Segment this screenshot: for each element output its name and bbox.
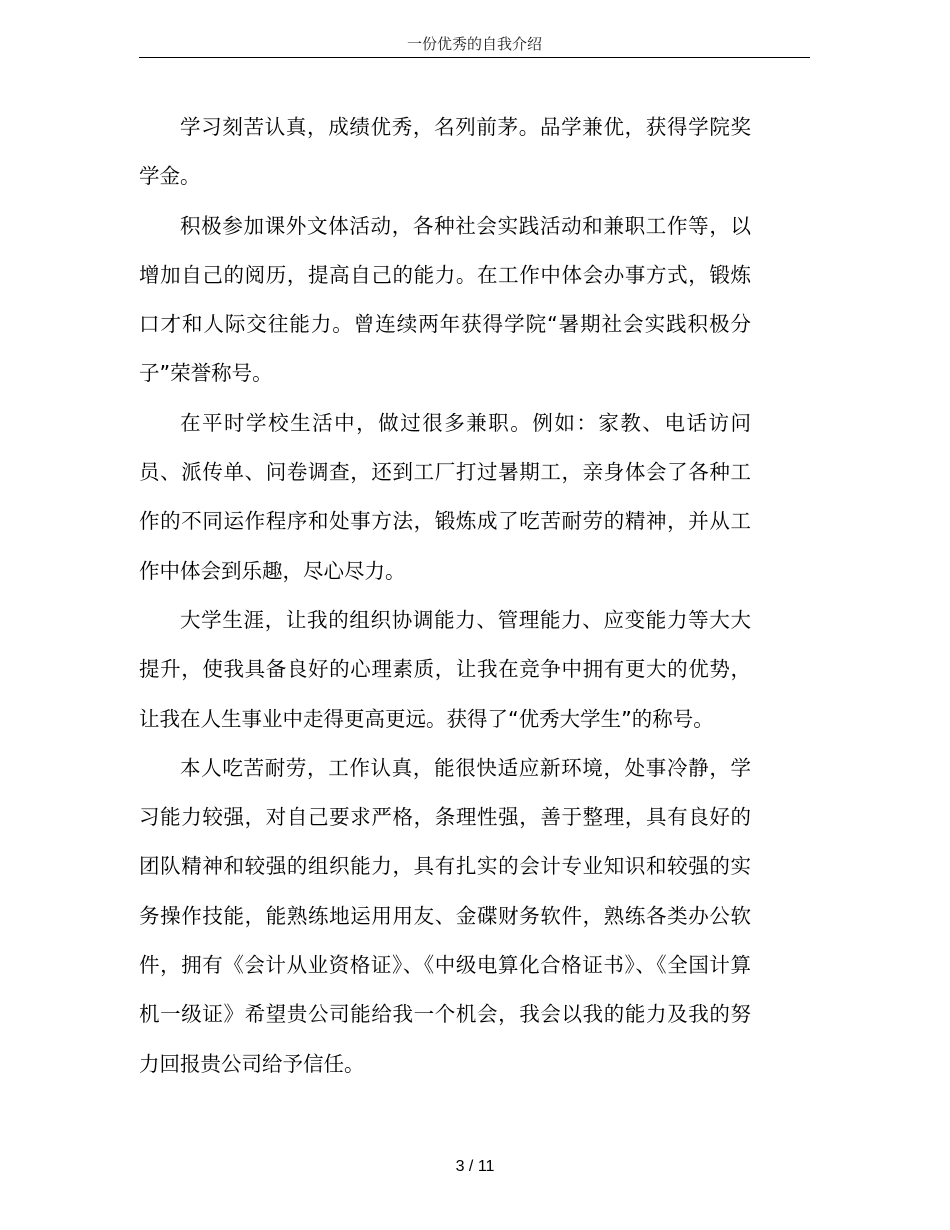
document-body (139, 103, 751, 1089)
page-number: 3 / 11 (455, 1158, 495, 1175)
paragraph-part-time: 在平时学校生活中，做过很多兼职。例如：家教、电话访问员、派传单、问卷调查，还到工厂打过暑期工，亲身体会了各种工作的不同运作程序和处事方法，锻炼成了吃苦耐劳的精神，并从工作中体会到乐趣，尽心尽力。 (139, 410, 751, 583)
paragraph-college-life: 大学生涯，让我的组织协调能力、管理能力、应变能力等大大提升，使我具备良好的心理素质，让我在竞争中拥有更大的优势，让我在人生事业中走得更高更远。获得了“优秀大学生”的称号。 (139, 607, 751, 731)
paragraph-activities: 积极参加课外文体活动，各种社会实践活动和兼职工作等，以增加自己的阅历，提高自己的能力。在工作中体会办事方式，锻炼口才和人际交往能力。曾连续两年获得学院“暑期社会实践积极分子”荣誉称号。 (139, 213, 751, 386)
paragraph-personal-summary: 本人吃苦耐劳，工作认真，能很快适应新环境，处事冷静，学习能力较强，对自己要求严格，条理性强，善于整理，具有良好的团队精神和较强的组织能力，具有扎实的会计专业知识和较强的实务操作技能，能熟练地运用用友、金碟财务软件，熟练各类办公软件，拥有《会计从业资格证》、《中级电算化合格证书》、《全国计算机一级证》希望贵公司能给我一个机会，我会以我的能力及我的努力回报贵公司给予信任。 (139, 755, 751, 1076)
paragraph-study: 学习刻苦认真，成绩优秀，名列前茅。品学兼优，获得学院奖学金。 (139, 115, 751, 189)
page-header-title: 一份优秀的自我介绍 (139, 33, 810, 58)
